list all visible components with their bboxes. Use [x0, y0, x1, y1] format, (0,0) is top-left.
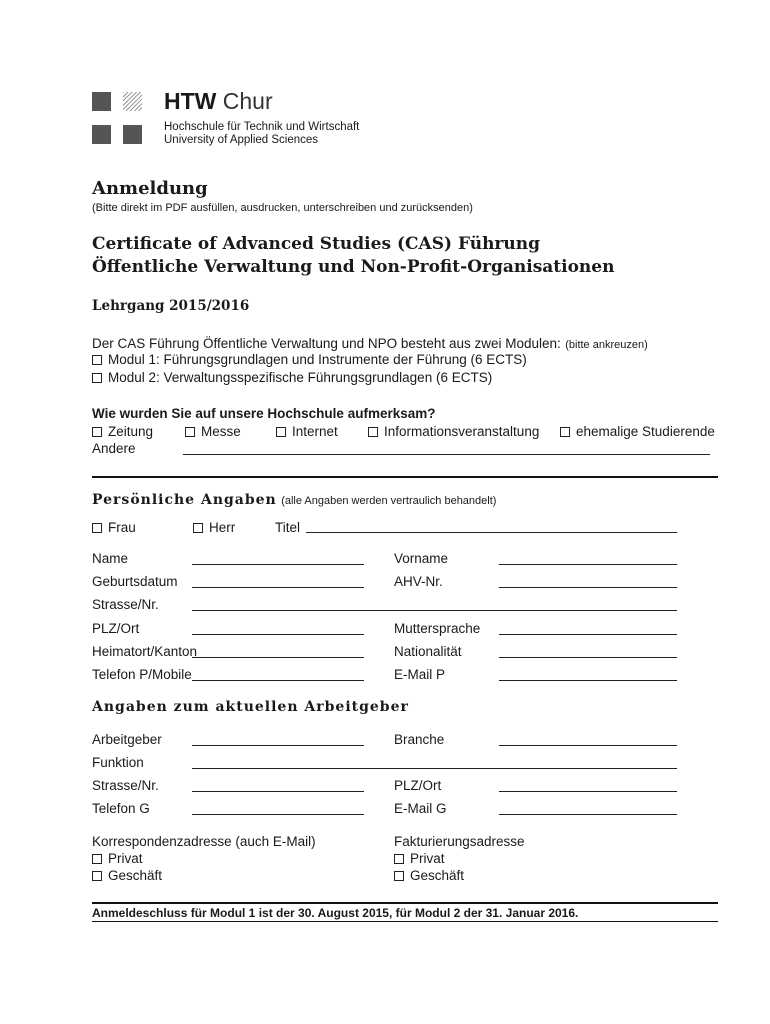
source-other-field[interactable] [183, 454, 710, 455]
checkbox[interactable] [193, 523, 203, 533]
page-title: Anmeldung [92, 178, 208, 199]
source-option-infoveranstaltung[interactable] [368, 424, 539, 439]
branche-field[interactable] [499, 745, 677, 746]
source-option-label: Informationsveranstaltung [384, 424, 540, 439]
salutation-label: Herr [209, 520, 236, 535]
source-question: Wie wurden Sie auf unsere Hochschule aufmerksam? [92, 406, 436, 421]
checkbox[interactable] [368, 427, 378, 437]
checkbox[interactable] [92, 523, 102, 533]
telefon-p-field[interactable] [192, 680, 364, 681]
source-option-internet[interactable] [276, 424, 338, 439]
salutation-frau[interactable] [92, 520, 136, 535]
plz-g-label: PLZ/Ort [394, 778, 442, 793]
geburtsdatum-label: Geburtsdatum [92, 574, 178, 589]
ahv-label: AHV-Nr. [394, 574, 443, 589]
personal-title: Persönliche Angaben [92, 492, 277, 508]
course-title-line1: Certificate of Advanced Studies (CAS) Führung [92, 234, 540, 254]
telefon-g-field[interactable] [192, 814, 364, 815]
option-label: Privat [108, 851, 143, 866]
source-option-ehemalige[interactable] [560, 424, 715, 439]
deadline-bottom-rule [92, 921, 718, 922]
nationalitaet-field[interactable] [499, 657, 677, 658]
source-option-label: Internet [292, 424, 338, 439]
vorname-label: Vorname [394, 551, 449, 566]
titel-label: Titel [275, 520, 301, 535]
checkbox[interactable] [560, 427, 570, 437]
module-2-option[interactable] [92, 370, 492, 385]
source-option-label: Messe [201, 424, 241, 439]
strasse-field[interactable] [192, 610, 677, 611]
strasse-g-field[interactable] [192, 791, 364, 792]
email-p-field[interactable] [499, 680, 677, 681]
korrespondenz-label: Korrespondenzadresse (auch E-Mail) [92, 834, 316, 849]
email-p-label: E-Mail P [394, 667, 446, 682]
arbeitgeber-field[interactable] [192, 745, 364, 746]
page-subtitle: (Bitte direkt im PDF ausfüllen, ausdrucken, unterschreiben und zurücksenden) [92, 202, 473, 214]
fakturierung-privat[interactable] [394, 851, 445, 866]
checkbox[interactable] [92, 373, 102, 383]
muttersprache-field[interactable] [499, 634, 677, 635]
source-other-label: Andere [92, 441, 136, 456]
heimatort-field[interactable] [192, 657, 364, 658]
fakturierung-geschaeft[interactable] [394, 868, 464, 883]
module-intro [92, 335, 648, 353]
deadline-top-rule [92, 902, 718, 904]
logo-hatched-square-icon [123, 92, 142, 111]
strasse-g-label: Strasse/Nr. [92, 778, 159, 793]
strasse-label: Strasse/Nr. [92, 597, 159, 612]
source-option-label: Zeitung [108, 424, 154, 439]
telefon-p-label: Telefon P/Mobile [92, 667, 192, 682]
logo-name-regular: Chur [222, 88, 273, 114]
deadline-notice: Anmeldeschluss für Modul 1 ist der 30. August 2015, für Modul 2 der 31. Januar 2016. [92, 906, 579, 920]
option-label: Geschäft [108, 868, 163, 883]
nationalitaet-label: Nationalität [394, 644, 462, 659]
telefon-g-label: Telefon G [92, 801, 150, 816]
logo-name-bold: HTW [164, 88, 217, 114]
logo-subtitle-1: Hochschule für Technik und Wirtschaft [164, 121, 360, 133]
option-label: Privat [410, 851, 445, 866]
vorname-field[interactable] [499, 564, 677, 565]
logo-wordmark [164, 88, 273, 114]
checkbox[interactable] [92, 427, 102, 437]
fakturierung-label: Fakturierungsadresse [394, 834, 525, 849]
logo-subtitle-2: University of Applied Sciences [164, 134, 319, 146]
titel-field[interactable] [306, 532, 677, 533]
geburtsdatum-field[interactable] [192, 587, 364, 588]
lehrgang: Lehrgang 2015/2016 [92, 298, 250, 314]
email-g-label: E-Mail G [394, 801, 447, 816]
source-option-messe[interactable] [185, 424, 241, 439]
module-1-label: Modul 1: Führungsgrundlagen und Instrumente der Führung (6 ECTS) [108, 352, 527, 367]
checkbox[interactable] [92, 355, 102, 365]
option-label: Geschäft [410, 868, 465, 883]
course-title-line2: Öffentliche Verwaltung und Non-Profit-Organisationen [92, 257, 615, 277]
plz-g-field[interactable] [499, 791, 677, 792]
salutation-herr[interactable] [193, 520, 235, 535]
checkbox[interactable] [276, 427, 286, 437]
plz-field[interactable] [192, 634, 364, 635]
source-option-label: ehemalige Studierende [576, 424, 715, 439]
korrespondenz-privat[interactable] [92, 851, 143, 866]
checkbox[interactable] [394, 871, 404, 881]
module-2-label: Modul 2: Verwaltungsspezifische Führungsgrundlagen (6 ECTS) [108, 370, 493, 385]
logo-square-icon [92, 92, 111, 111]
checkbox[interactable] [394, 854, 404, 864]
funktion-field[interactable] [192, 768, 677, 769]
name-field[interactable] [192, 564, 364, 565]
muttersprache-label: Muttersprache [394, 621, 481, 636]
funktion-label: Funktion [92, 755, 144, 770]
checkbox[interactable] [92, 854, 102, 864]
module-1-option[interactable] [92, 352, 527, 367]
ahv-field[interactable] [499, 587, 677, 588]
module-intro-text: Der CAS Führung Öffentliche Verwaltung und NPO besteht aus zwei Modulen: [92, 336, 561, 351]
branche-label: Branche [394, 732, 445, 747]
checkbox[interactable] [92, 871, 102, 881]
arbeitgeber-label: Arbeitgeber [92, 732, 162, 747]
name-label: Name [92, 551, 129, 566]
personal-note: (alle Angaben werden vertraulich behandelt) [281, 495, 497, 507]
korrespondenz-geschaeft[interactable] [92, 868, 162, 883]
heimatort-label: Heimatort/Kanton [92, 644, 198, 659]
salutation-label: Frau [108, 520, 136, 535]
module-intro-hint: (bitte ankreuzen) [565, 339, 648, 351]
logo-square-icon [123, 125, 142, 144]
personal-heading [92, 491, 496, 509]
logo-square-icon [92, 125, 111, 144]
plz-label: PLZ/Ort [92, 621, 140, 636]
source-option-zeitung[interactable] [92, 424, 153, 439]
employer-heading: Angaben zum aktuellen Arbeitgeber [92, 699, 409, 715]
email-g-field[interactable] [499, 814, 677, 815]
section-divider [92, 476, 718, 478]
checkbox[interactable] [185, 427, 195, 437]
